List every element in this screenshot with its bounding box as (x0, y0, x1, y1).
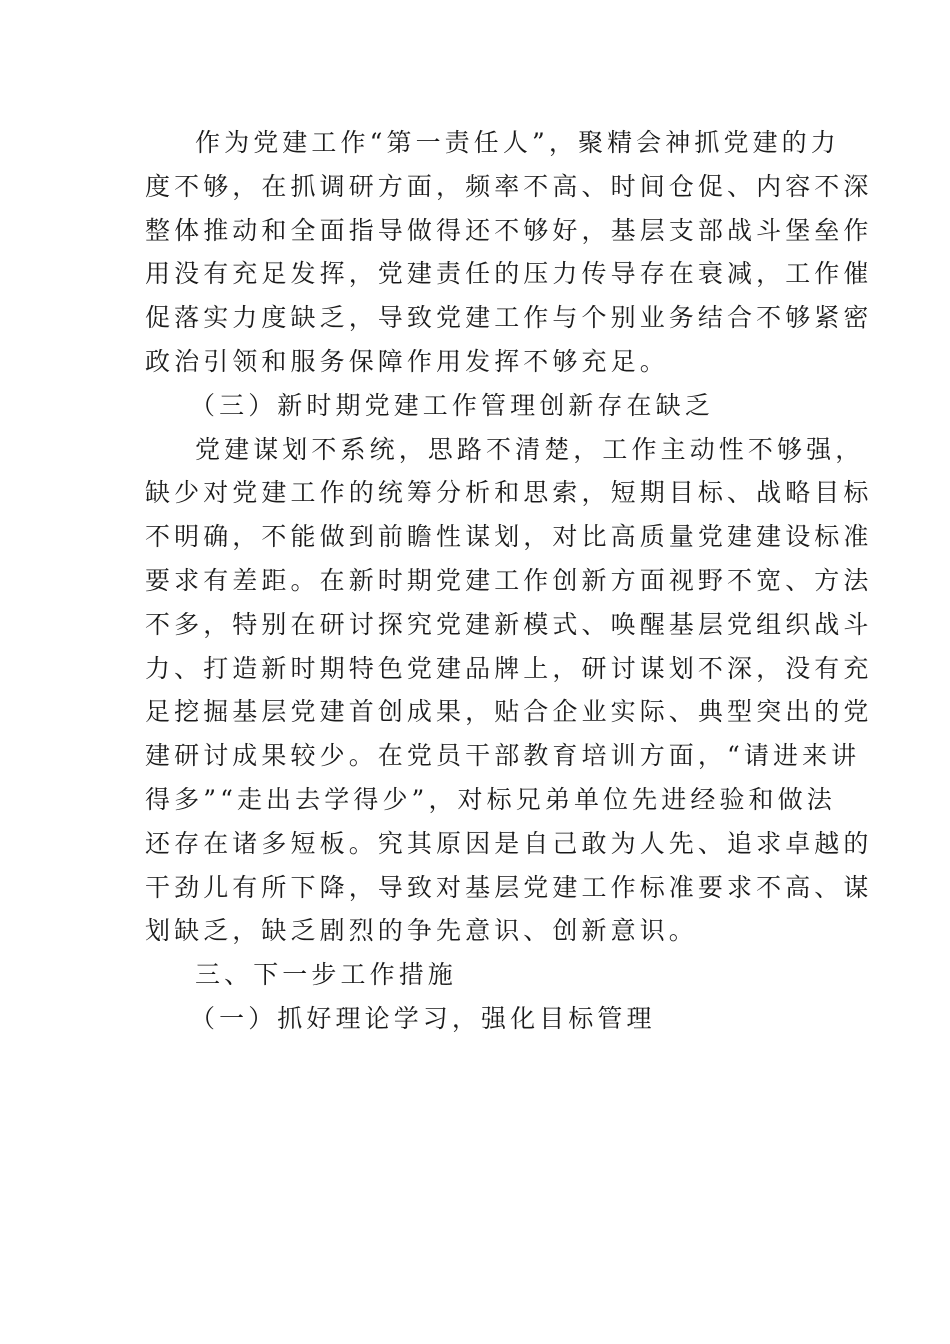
paragraph-line: 不明确，不能做到前瞻性谋划，对比高质量党建建设标准 (145, 522, 873, 552)
paragraph-line: 促落实力度缺乏，导致党建工作与个别业务结合不够紧密 (145, 303, 873, 333)
paragraph-line: 划缺乏，缺乏剧烈的争先意识、创新意识。 (145, 916, 698, 946)
paragraph-line: 不多，特别在研讨探究党建新模式、唤醒基层党组织战斗 (145, 609, 873, 639)
paragraph-line: 足挖掘基层党建首创成果，贴合企业实际、典型突出的党 (145, 697, 873, 727)
section-heading: 三、下一步工作措施 (195, 960, 457, 990)
paragraph-line: 得多”“走出去学得少”，对标兄弟单位先进经验和做法 (145, 784, 836, 814)
paragraph-line: 力、打造新时期特色党建品牌上，研讨谋划不深，没有充 (145, 653, 873, 683)
paragraph-line: 要求有差距。在新时期党建工作创新方面视野不宽、方法 (145, 565, 873, 595)
document-body (145, 121, 873, 1041)
paragraph-line: 还存在诸多短板。究其原因是自己敢为人先、追求卓越的 (145, 828, 873, 858)
paragraph-line: 作为党建工作“第一责任人”，聚精会神抓党建的力 (195, 128, 840, 157)
paragraph-line: 度不够，在抓调研方面，频率不高、时间仓促、内容不深 (145, 171, 873, 201)
paragraph-line: 用没有充足发挥，党建责任的压力传导存在衰减，工作催 (145, 259, 873, 289)
subsection-heading: （一）抓好理论学习，强化目标管理 (190, 1003, 656, 1033)
paragraph-line: 建研讨成果较少。在党员干部教育培训方面，“请进来讲 (145, 741, 861, 771)
paragraph-line: 缺少对党建工作的统筹分析和思索，短期目标、战略目标 (145, 478, 873, 508)
paragraph-line: 党建谋划不系统，思路不清楚，工作主动性不够强， (195, 434, 865, 464)
section-heading: （三）新时期党建工作管理创新存在缺乏 (190, 390, 714, 420)
paragraph-line: 政治引领和服务保障作用发挥不够充足。 (145, 346, 669, 376)
paragraph-line: 干劲儿有所下降，导致对基层党建工作标准要求不高、谋 (145, 872, 873, 902)
paragraph-line: 整体推动和全面指导做得还不够好，基层支部战斗堡垒作 (145, 215, 873, 245)
